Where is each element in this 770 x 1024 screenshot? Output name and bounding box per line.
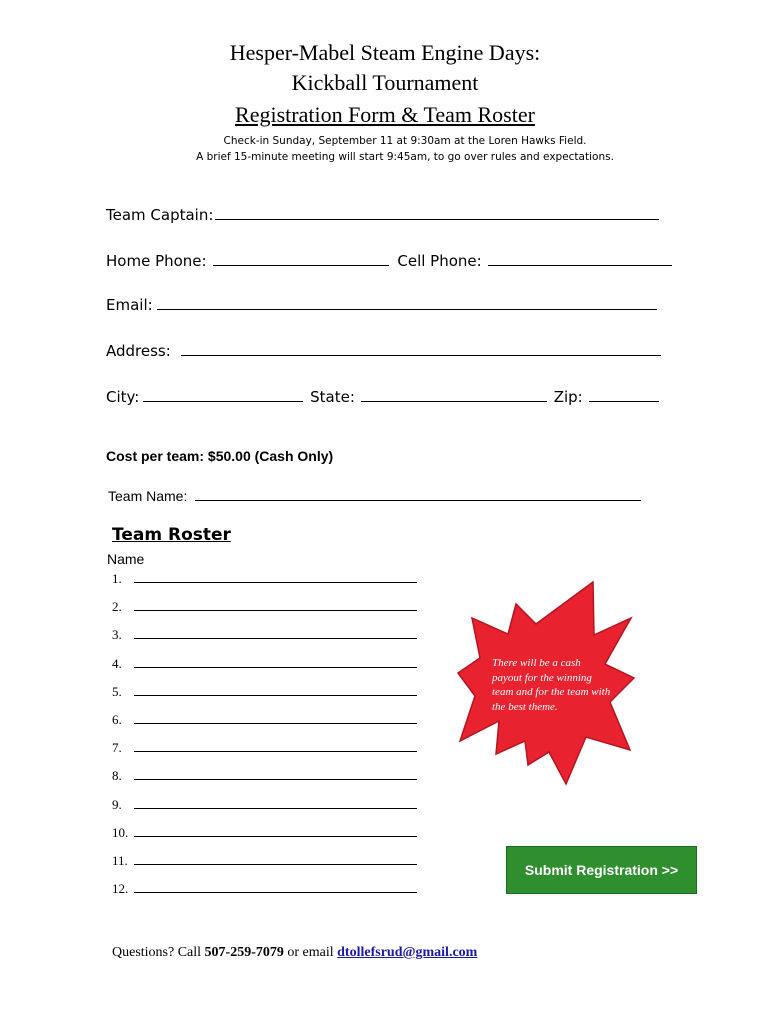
roster-row-number: 11. bbox=[112, 853, 128, 868]
roster-name-field[interactable] bbox=[134, 741, 417, 752]
home-phone-field[interactable] bbox=[213, 251, 389, 266]
email-label: Email: bbox=[106, 296, 153, 314]
roster-row bbox=[112, 881, 417, 897]
roster-row bbox=[112, 599, 417, 615]
questions-footer bbox=[112, 945, 477, 961]
payout-note: There will be a cash payout for the winning team and for the team with the best theme. bbox=[492, 657, 611, 713]
roster-row-number: 6. bbox=[112, 712, 122, 727]
cell-phone-field[interactable] bbox=[488, 251, 672, 266]
phone-number: 507-259-7079 bbox=[204, 945, 284, 960]
city-field[interactable] bbox=[143, 387, 303, 402]
roster-name-field[interactable] bbox=[134, 769, 417, 780]
home-phone-label: Home Phone: bbox=[106, 252, 207, 270]
title-line-1: Hesper-Mabel Steam Engine Days: bbox=[229, 40, 541, 65]
roster-name-header: Name bbox=[107, 551, 145, 567]
zip-field[interactable] bbox=[589, 387, 659, 402]
roster-name-field[interactable] bbox=[134, 572, 417, 583]
phone-row bbox=[106, 251, 672, 270]
roster-row-number: 9. bbox=[112, 796, 122, 812]
roster-row bbox=[112, 571, 417, 587]
state-label: State: bbox=[310, 388, 355, 406]
roster-row-number: 2. bbox=[112, 599, 122, 615]
roster-name-field[interactable] bbox=[134, 882, 417, 893]
submit-registration-button[interactable]: Submit Registration >> bbox=[506, 846, 697, 894]
roster-name-field[interactable] bbox=[134, 854, 417, 865]
state-field[interactable] bbox=[361, 387, 547, 402]
address-field[interactable] bbox=[181, 341, 661, 356]
roster-name-field[interactable] bbox=[134, 657, 417, 668]
roster-name-field[interactable] bbox=[134, 826, 417, 837]
questions-prefix: Questions? Call bbox=[112, 945, 205, 960]
roster-title: Team Roster bbox=[112, 525, 231, 545]
roster-row bbox=[112, 740, 417, 756]
roster-name-field[interactable] bbox=[134, 713, 417, 724]
team-captain-row bbox=[106, 205, 659, 224]
checkin-note: Check-in Sunday, September 11 at 9:30am at the Loren Hawks Field. bbox=[223, 135, 587, 147]
title-line-2: Kickball Tournament bbox=[291, 70, 479, 95]
questions-middle: or email bbox=[283, 945, 338, 960]
roster-row-number: 7. bbox=[112, 740, 122, 756]
roster-row-number: 1. bbox=[112, 571, 122, 586]
roster-row bbox=[112, 797, 417, 813]
city-label: City: bbox=[106, 388, 140, 406]
roster-name-field[interactable] bbox=[134, 628, 417, 639]
roster-name-field[interactable] bbox=[134, 600, 417, 611]
team-name-field[interactable] bbox=[195, 486, 641, 501]
email-link[interactable]: dtollefsrud@gmail.com bbox=[337, 945, 478, 960]
roster-row-number: 5. bbox=[112, 683, 122, 699]
roster-row bbox=[112, 656, 417, 672]
city-state-zip-row bbox=[106, 387, 659, 406]
cost-per-team: Cost per team: $50.00 (Cash Only) bbox=[106, 448, 334, 464]
roster-row-number: 12. bbox=[112, 881, 129, 897]
team-name-row bbox=[108, 486, 641, 504]
cell-phone-label: Cell Phone: bbox=[397, 252, 482, 270]
roster-row-number: 3. bbox=[112, 627, 122, 643]
title-line-3: Registration Form & Team Roster bbox=[235, 102, 535, 127]
roster-row bbox=[112, 627, 417, 643]
roster-row-number: 8. bbox=[112, 768, 122, 784]
roster-row bbox=[112, 768, 417, 784]
address-label: Address: bbox=[106, 342, 171, 360]
roster-row-number: 4. bbox=[112, 655, 122, 671]
team-captain-field[interactable] bbox=[215, 205, 659, 220]
email-row bbox=[106, 295, 657, 314]
team-captain-label: Team Captain: bbox=[106, 206, 214, 224]
roster-name-field[interactable] bbox=[134, 798, 417, 809]
roster-row bbox=[112, 825, 417, 841]
address-row bbox=[106, 341, 661, 360]
email-field[interactable] bbox=[157, 295, 657, 310]
zip-label: Zip: bbox=[553, 388, 583, 406]
roster-row bbox=[112, 853, 417, 869]
meeting-note: A brief 15-minute meeting will start 9:45am, to go over rules and expectations. bbox=[196, 151, 614, 163]
roster-name-field[interactable] bbox=[134, 685, 417, 696]
team-name-label: Team Name: bbox=[108, 488, 188, 504]
roster-row-number: 10. bbox=[112, 824, 129, 840]
roster-row bbox=[112, 712, 417, 728]
roster-row bbox=[112, 684, 417, 700]
